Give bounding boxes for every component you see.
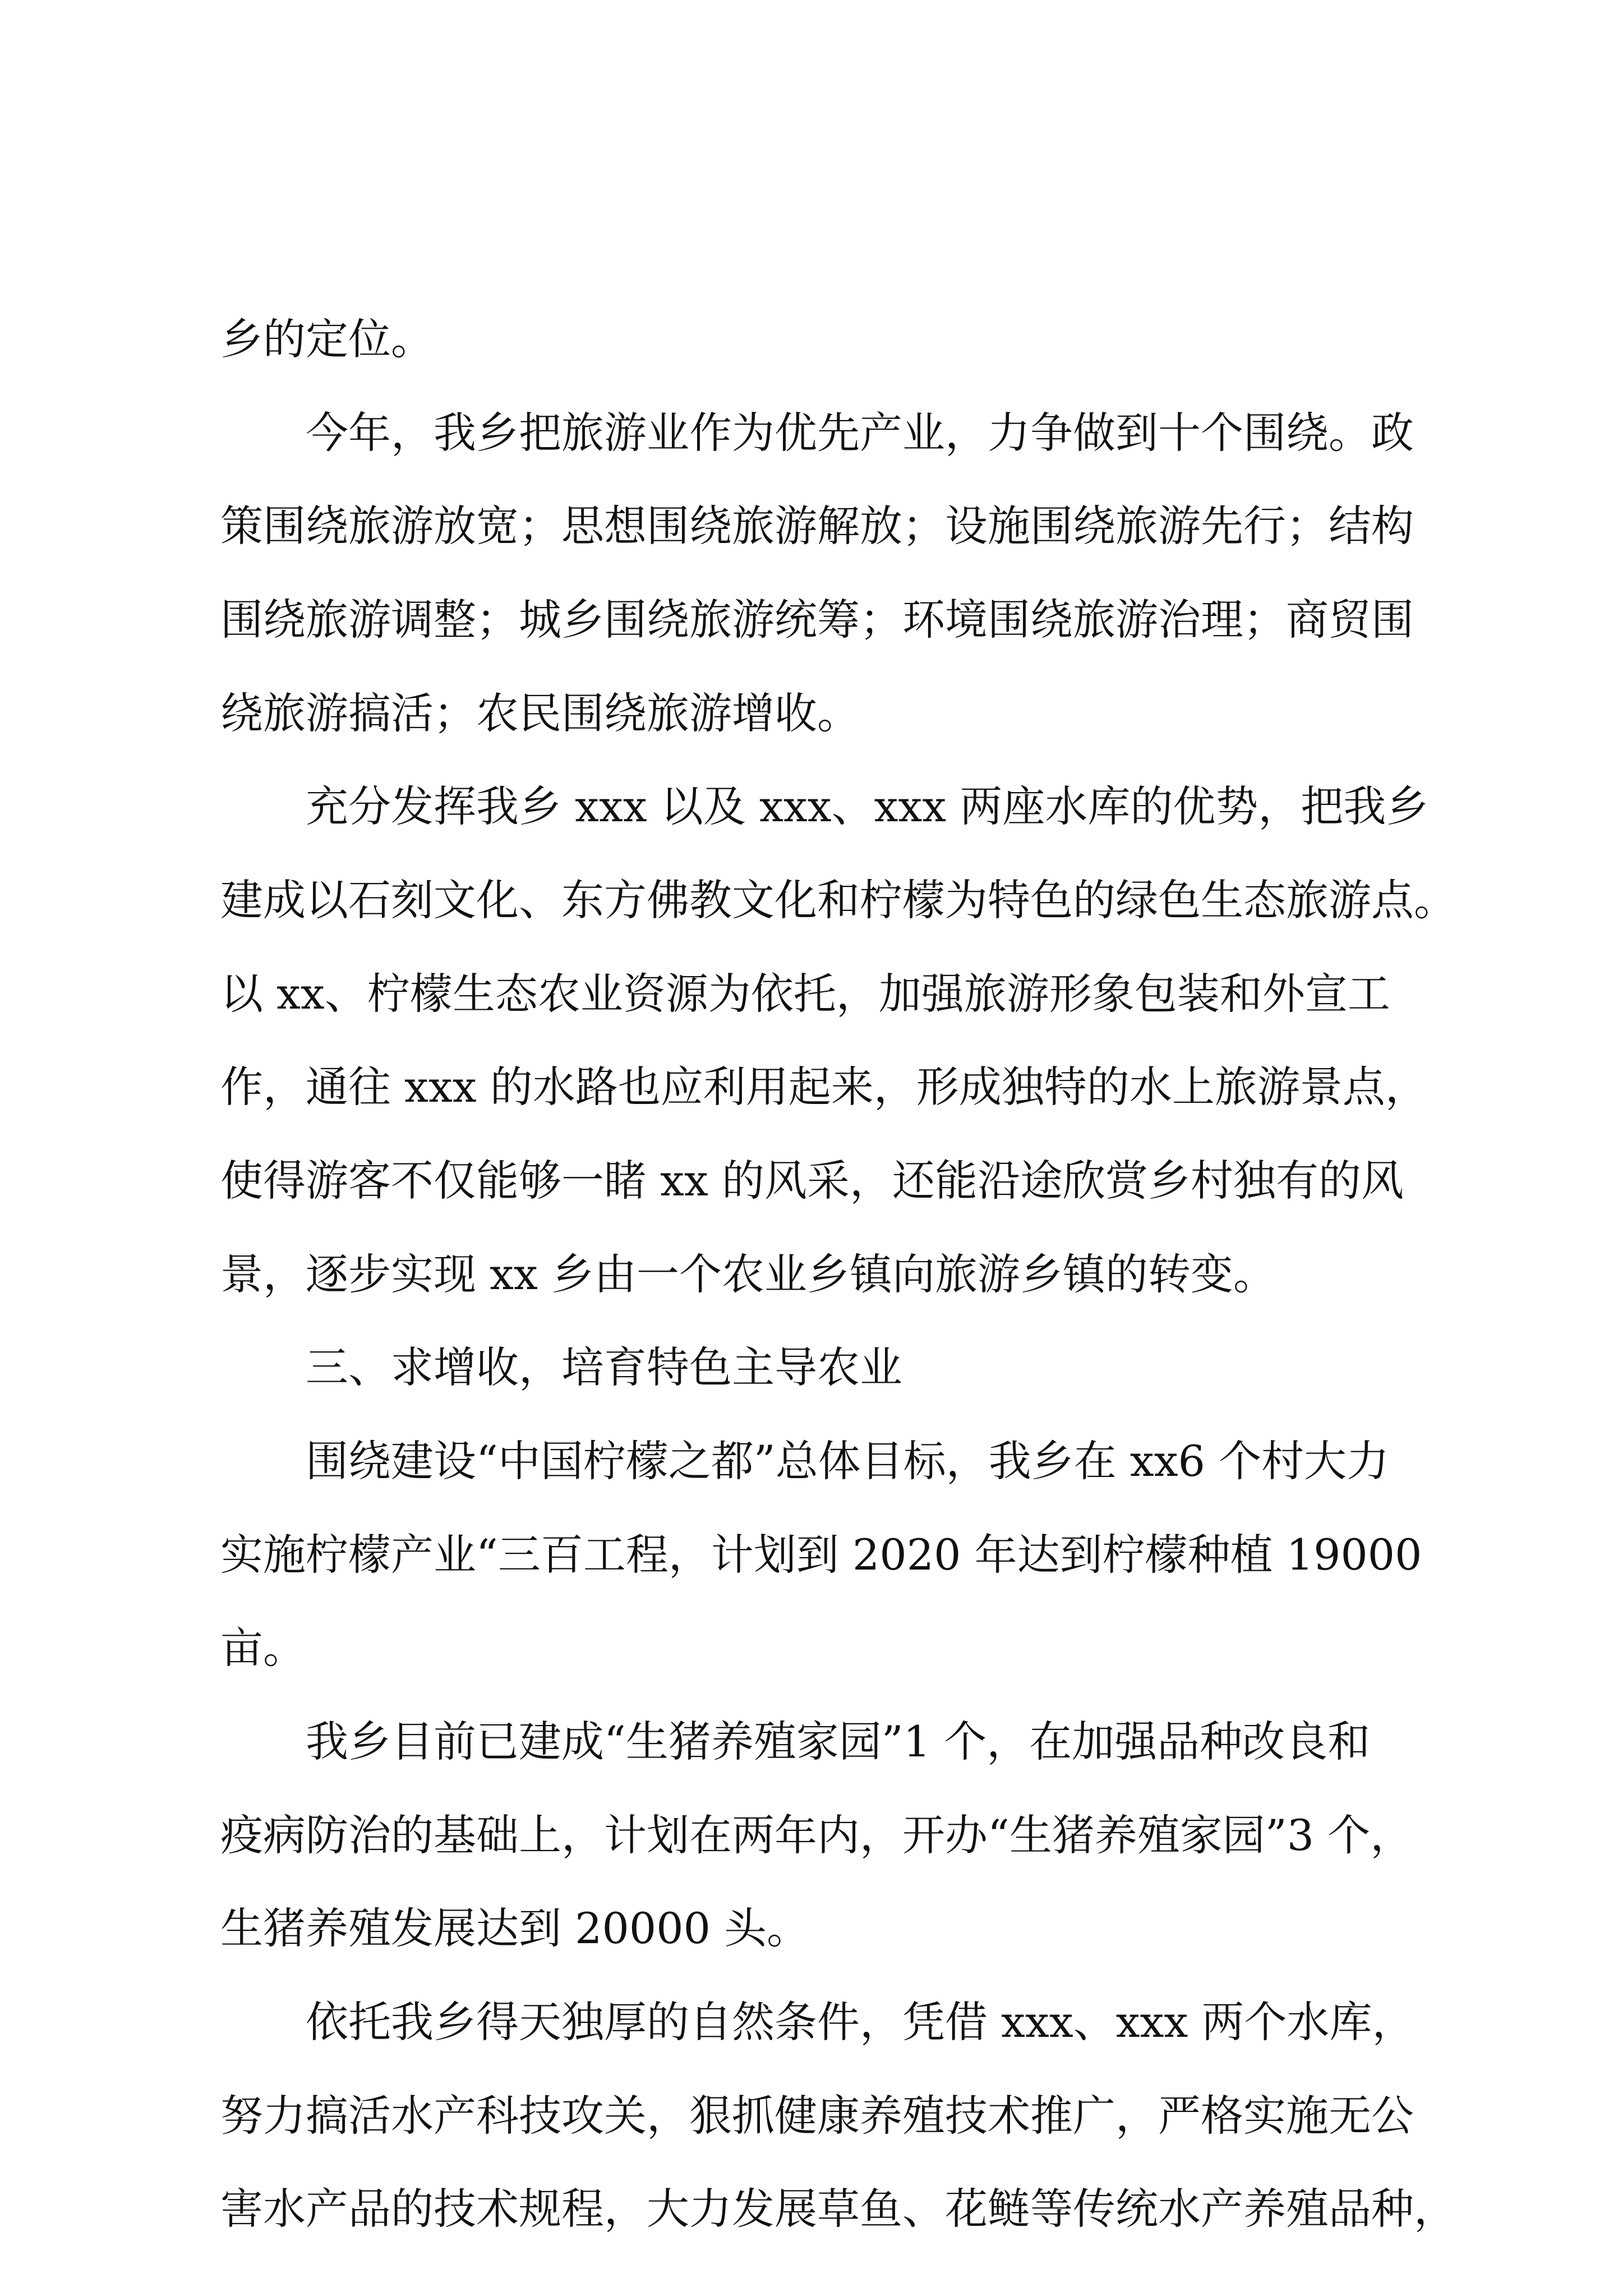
text-line: 绕旅游搞活；农民围绕旅游增收。: [220, 688, 860, 738]
text-line: 策围绕旅游放宽；思想围绕旅游解放；设施围绕旅游先行；结构: [220, 501, 1414, 551]
paragraph-first-line: 今年，我乡把旅游业作为优先产业，力争做到十个围绕。政: [306, 408, 1414, 458]
text-line: 景，逐步实现 xx 乡由一个农业乡镇向旅游乡镇的转变。: [220, 1249, 1276, 1299]
text-line: 实施柠檬产业“三百工程，计划到 2020 年达到柠檬种植 19000: [220, 1530, 1422, 1580]
text-line: 围绕旅游调整；城乡围绕旅游统筹；环境围绕旅游治理；商贸围: [220, 595, 1414, 645]
text-line: 疫病防治的基础上，计划在两年内，开办“生猪养殖家园”3 个，: [220, 1810, 1413, 1860]
paragraph-first-line: 依托我乡得天独厚的自然条件，凭借 xxx、xxx 两个水库，: [306, 1997, 1415, 2047]
text-line: 生猪养殖发展达到 20000 头。: [220, 1903, 810, 1953]
paragraph-first-line: 围绕建设“中国柠檬之都”总体目标，我乡在 xx6 个村大力: [306, 1436, 1390, 1486]
text-line: 害水产品的技术规程，大力发展草鱼、花鲢等传统水产养殖品种，: [220, 2184, 1456, 2234]
paragraph-first-line: 充分发挥我乡 xxx 以及 xxx、xxx 两座水库的优势，把我乡: [306, 781, 1429, 831]
text-line: 亩。: [220, 1623, 306, 1673]
text-line: 建成以石刻文化、东方佛教文化和柠檬为特色的绿色生态旅游点。: [220, 875, 1456, 925]
section-heading: 三、求增收，培育特色主导农业: [306, 1342, 902, 1392]
text-line: 作，通往 xxx 的水路也应利用起来，形成独特的水上旅游景点，: [220, 1062, 1428, 1112]
text-line: 乡的定位。: [220, 314, 434, 364]
text-line: 以 xx、柠檬生态农业资源为依托，加强旅游形象包装和外宣工: [220, 969, 1390, 1019]
paragraph-first-line: 我乡目前已建成“生猪养殖家园”1 个，在加强品种改良和: [306, 1717, 1371, 1766]
text-line: 努力搞活水产科技攻关，狠抓健康养殖技术推广，严格实施无公: [220, 2091, 1414, 2141]
text-line: 使得游客不仅能够一睹 xx 的风采，还能沿途欣赏乡村独有的风: [220, 1156, 1404, 1205]
